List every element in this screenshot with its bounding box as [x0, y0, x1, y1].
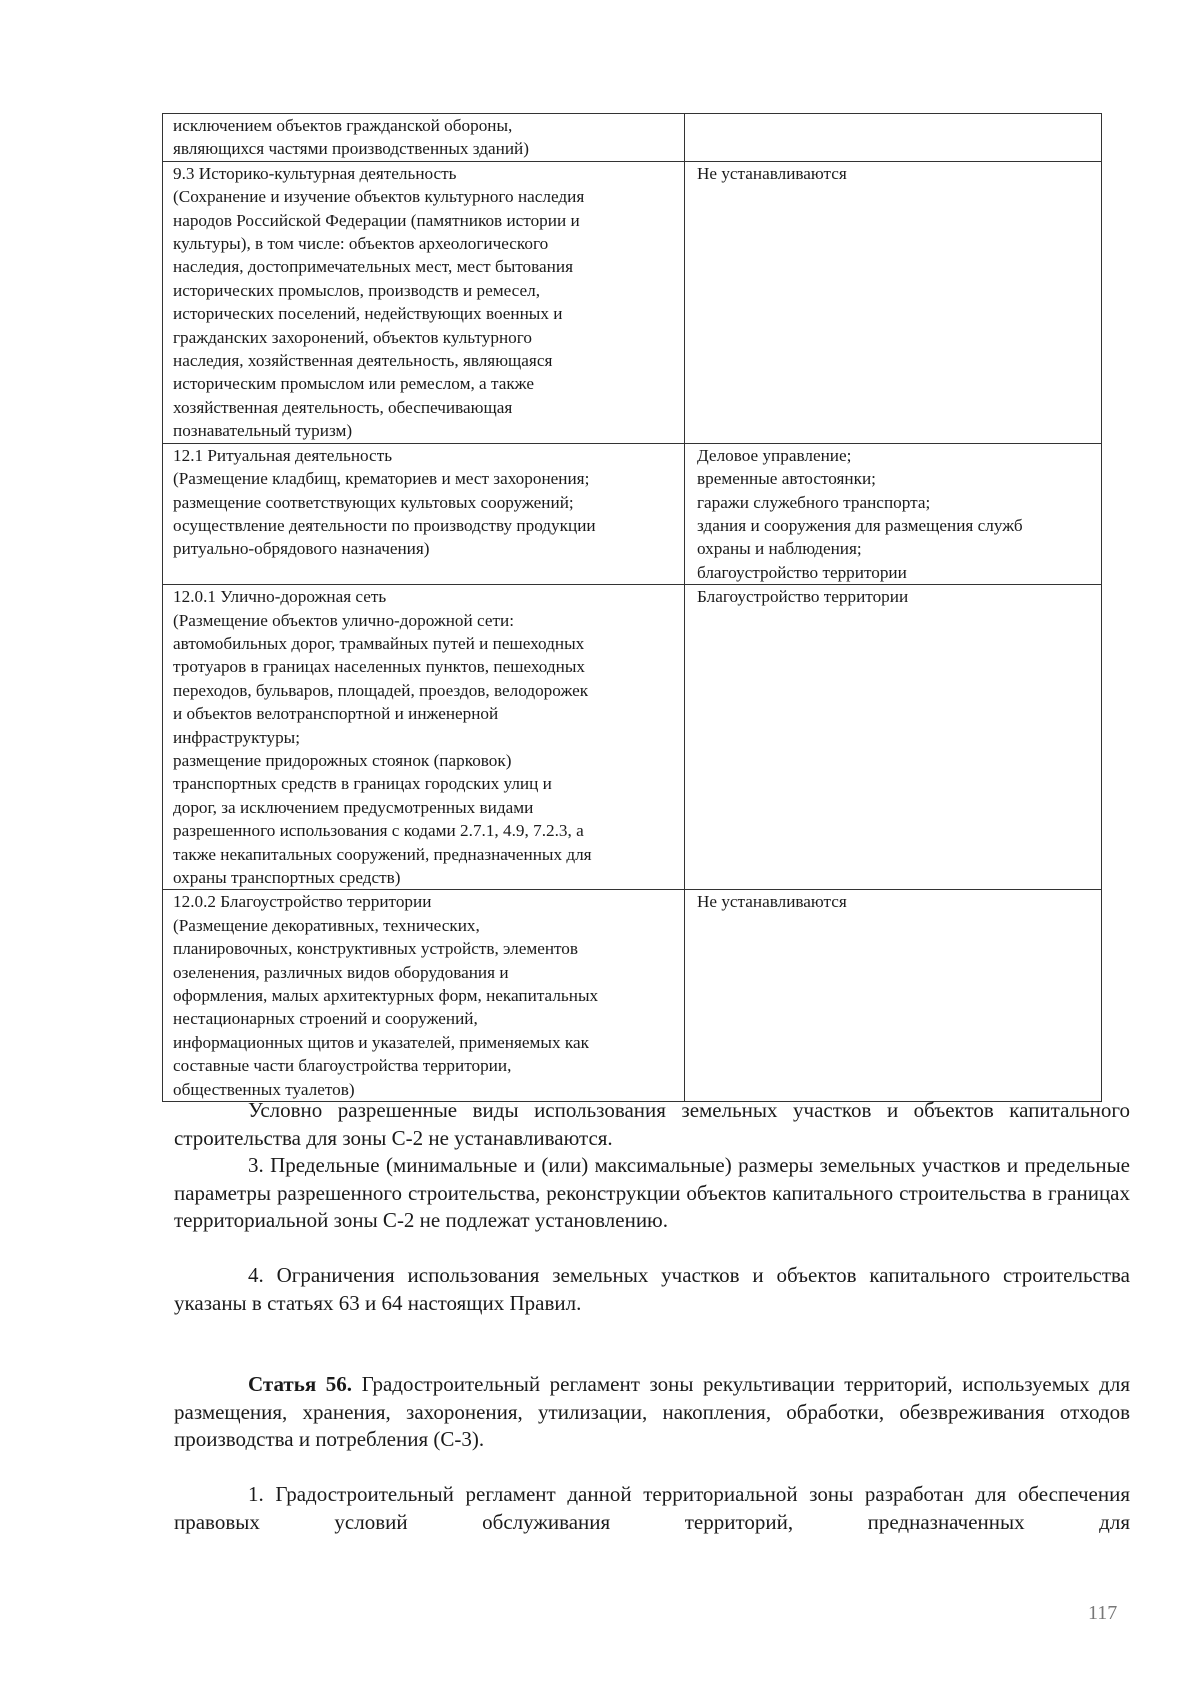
cell-line: и объектов велотранспортной и инженерной [173, 704, 499, 724]
regulation-paragraph [174, 1481, 1130, 1536]
table-row [163, 161, 1102, 443]
cell-line: ритуально-обрядового назначения) [173, 539, 430, 559]
cell-line: транспортных средств в границах городских улиц и [173, 774, 552, 794]
cell-line: составные части благоустройства территории, [173, 1056, 512, 1076]
table-cell-use-type [163, 161, 685, 443]
table-cell-use-type [163, 890, 685, 1102]
cell-line: культуры), в том числе: объектов археологического [173, 234, 549, 254]
table-cell-use-type [163, 114, 685, 162]
cell-line: благоустройство территории [697, 562, 907, 582]
cell-line: дорог, за исключением предусмотренных видами [173, 797, 534, 817]
table-cell-use-type [163, 443, 685, 584]
paragraph: 3. Предельные (минимальные и (или) максимальные) размеры земельных участков и предельные параметры разрешенного строительства, реконструкции объектов капитального строительства в границах территориальной зоны С-2 не подлежат установлению. [174, 1153, 1130, 1232]
cell-line: размещение соответствующих культовых сооружений; [173, 492, 574, 512]
article-heading [174, 1371, 1130, 1454]
cell-line: разрешенного использования с кодами 2.7.1, 4.9, 7.2.3, а [173, 821, 584, 841]
table-cell-auxiliary-uses [685, 890, 1102, 1102]
cell-line: (Размещение объектов улично-дорожной сети: [173, 610, 514, 630]
cell-line: информационных щитов и указателей, применяемых как [173, 1032, 589, 1052]
cell-line: исключением объектов гражданской обороны, [173, 116, 513, 135]
cell-line: исторических промыслов, производств и ремесел, [173, 280, 541, 300]
paragraph: 4. Ограничения использования земельных участков и объектов капитального строительства указаны в статьях 63 и 64 настоящих Правил. [174, 1263, 1130, 1315]
cell-line: Благоустройство территории [697, 587, 909, 607]
cell-line: озеленения, различных видов оборудования и [173, 962, 509, 982]
cell-line: исторических поселений, недействующих военных и [173, 304, 563, 324]
cell-line: Деловое управление; [697, 445, 852, 465]
article-title: Градостроительный регламент зоны рекультивации территорий, используемых для размещения, хранения, захоронения, утилизации, накопления, обработки, обезвреживания отходов производства и потребления (С-3). [174, 1372, 1131, 1451]
cell-line: наследия, достопримечательных мест, мест бытования [173, 257, 573, 277]
table-cell-auxiliary-uses [685, 161, 1102, 443]
cell-line: (Размещение кладбищ, крематориев и мест захоронения; [173, 469, 590, 489]
cell-line: переходов, бульваров, площадей, проездов, велодорожек [173, 680, 589, 700]
cell-line: инфраструктуры; [173, 727, 300, 747]
cell-line: гаражи служебного транспорта; [697, 492, 931, 512]
cell-line: размещение придорожных стоянок (парковок) [173, 750, 512, 770]
cell-line: автомобильных дорог, трамвайных путей и пешеходных [173, 633, 585, 653]
paragraph: 1. Градостроительный регламент данной территориальной зоны разработан для обеспечения правовых условий обслуживания территорий, предназначенных для [174, 1482, 1130, 1534]
paragraph: Условно разрешенные виды использования земельных участков и объектов капитального строительства для зоны С-2 не устанавливаются. [174, 1098, 1130, 1150]
cell-line: также некапитальных сооружений, предназначенных для [173, 844, 592, 864]
cell-line: Не устанавливаются [697, 892, 847, 912]
article-label: Статья 56. [248, 1372, 353, 1396]
cell-line: общественных туалетов) [173, 1079, 355, 1099]
cell-line: являющихся частями производственных зданий) [173, 139, 529, 159]
cell-line: 9.3 Историко-культурная деятельность [173, 163, 457, 183]
restrictions-paragraph [174, 1262, 1130, 1317]
cell-line: (Размещение декоративных, технических, [173, 915, 480, 935]
cell-line: охраны и наблюдения; [697, 539, 862, 559]
cell-line: 12.1 Ритуальная деятельность [173, 445, 393, 465]
table-cell-auxiliary-uses [685, 585, 1102, 890]
cell-line: 12.0.2 Благоустройство территории [173, 892, 432, 912]
cell-line: наследия, хозяйственная деятельность, являющаяся [173, 351, 553, 371]
cell-line: хозяйственная деятельность, обеспечивающая [173, 397, 513, 417]
table-cell-use-type [163, 585, 685, 890]
table-row [163, 585, 1102, 890]
cell-line: народов Российской Федерации (памятников истории и [173, 210, 580, 230]
cell-line: историческим промыслом или ремеслом, а также [173, 374, 534, 394]
cell-line: оформления, малых архитектурных форм, некапитальных [173, 986, 599, 1006]
cell-line: 12.0.1 Улично-дорожная сеть [173, 587, 387, 607]
conditional-uses-paragraph [174, 1097, 1130, 1152]
cell-line: Не устанавливаются [697, 163, 847, 183]
cell-line: охраны транспортных средств) [173, 868, 401, 887]
page-number: 117 [1088, 1602, 1118, 1624]
cell-line: осуществление деятельности по производству продукции [173, 515, 596, 535]
table-cell-auxiliary-uses [685, 114, 1102, 162]
table-row [163, 114, 1102, 162]
land-use-table [162, 113, 1102, 1102]
cell-line: (Сохранение и изучение объектов культурного наследия [173, 187, 585, 207]
table-cell-auxiliary-uses [685, 443, 1102, 584]
table-row [163, 890, 1102, 1102]
cell-line: временные автостоянки; [697, 469, 876, 489]
cell-line: гражданских захоронений, объектов культурного [173, 327, 532, 347]
cell-line: здания и сооружения для размещения служб [697, 515, 1023, 535]
limit-sizes-paragraph [174, 1152, 1130, 1235]
cell-line: нестационарных строений и сооружений, [173, 1009, 478, 1029]
table-row [163, 443, 1102, 584]
cell-line: познавательный туризм) [173, 421, 353, 441]
cell-line: планировочных, конструктивных устройств, элементов [173, 939, 579, 959]
cell-line: тротуаров в границах населенных пунктов, пешеходных [173, 657, 585, 677]
